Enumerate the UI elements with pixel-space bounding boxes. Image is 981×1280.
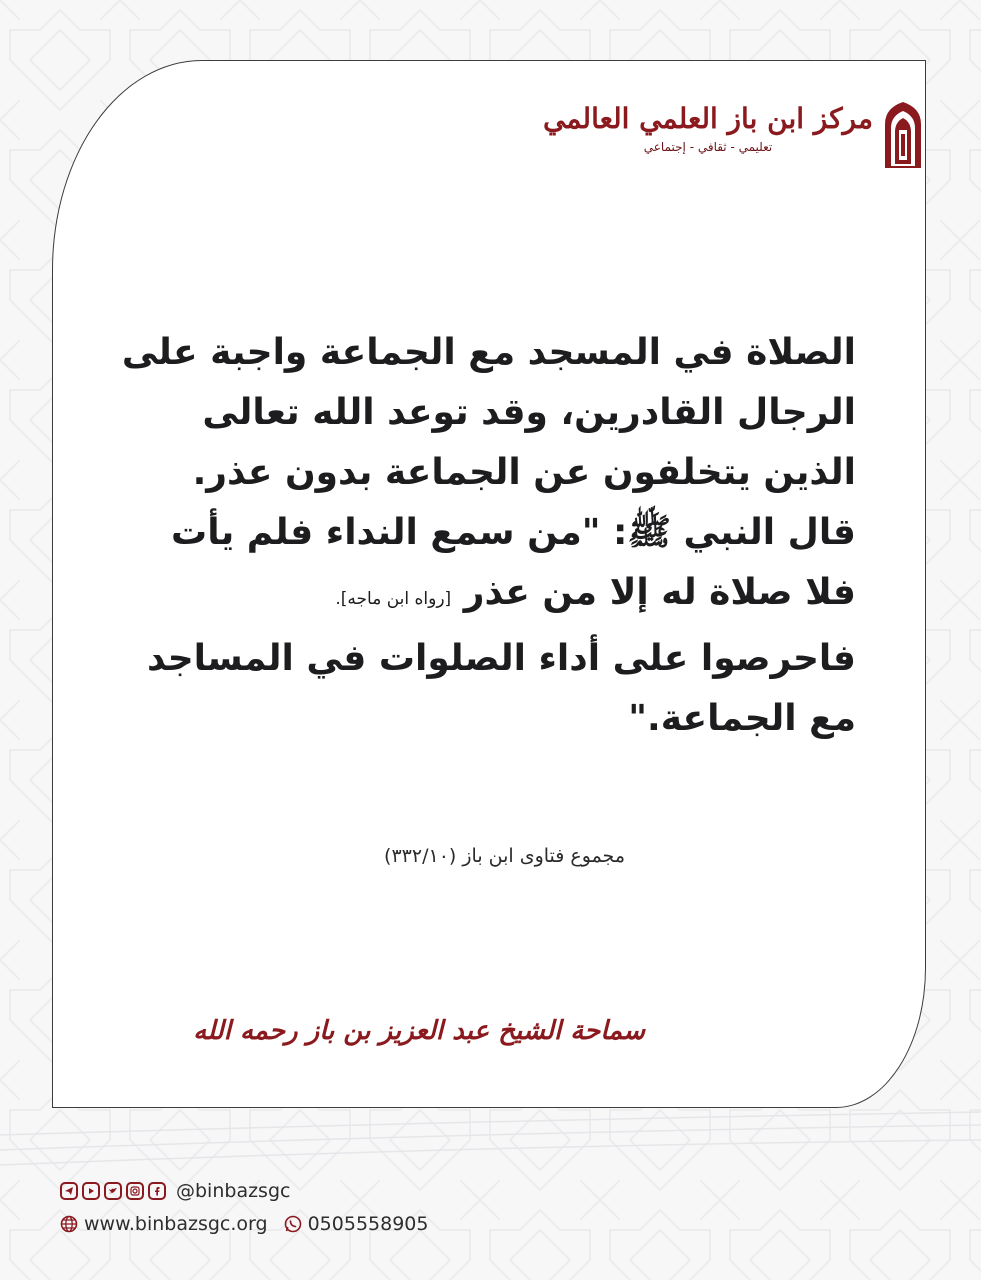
hadith-reference: [رواه ابن ماجه]. — [335, 589, 452, 609]
contact-row — [60, 1213, 428, 1235]
instagram-icon[interactable] — [126, 1182, 144, 1200]
phone-number[interactable]: 0505558905 — [307, 1213, 429, 1235]
whatsapp-icon — [284, 1215, 302, 1233]
source-citation: مجموع فتاوى ابن باز (٣٣٢/١٠) — [384, 845, 625, 867]
website-link[interactable]: www.binbazsgc.org — [84, 1213, 268, 1235]
twitter-icon[interactable] — [104, 1182, 122, 1200]
fatwa-paragraph-1-text: الصلاة في المسجد مع الجماعة واجبة على الرجال القادرين، وقد توعد الله تعالى الذين يتخلفون عن الجماعة بدون عذر. قال النبي ﷺ: "من سمع النداء فلم يأت فلا صلاة له إلا من عذر — [121, 332, 856, 613]
fatwa-text — [116, 323, 856, 749]
fatwa-paragraph-2: فاحرصوا على أداء الصلوات في المساجد مع الجماعة." — [146, 638, 856, 739]
globe-icon — [60, 1215, 78, 1233]
mosque-arch-icon — [881, 100, 925, 170]
fatwa-paragraph-1 — [116, 323, 856, 629]
facebook-icon[interactable] — [148, 1182, 166, 1200]
social-handle[interactable]: @binbazsgc — [176, 1180, 291, 1202]
youtube-icon[interactable] — [82, 1182, 100, 1200]
brand-tagline: تعليمي - ثقافي - إجتماعي — [643, 140, 773, 154]
signature-calligraphy: سماحة الشيخ عبد العزيز بن باز رحمه الله — [193, 1016, 645, 1046]
social-row — [60, 1180, 290, 1202]
brand-logo — [543, 100, 925, 180]
brand-name: مركز ابن باز العلمي العالمي — [543, 102, 873, 135]
telegram-icon[interactable] — [60, 1182, 78, 1200]
